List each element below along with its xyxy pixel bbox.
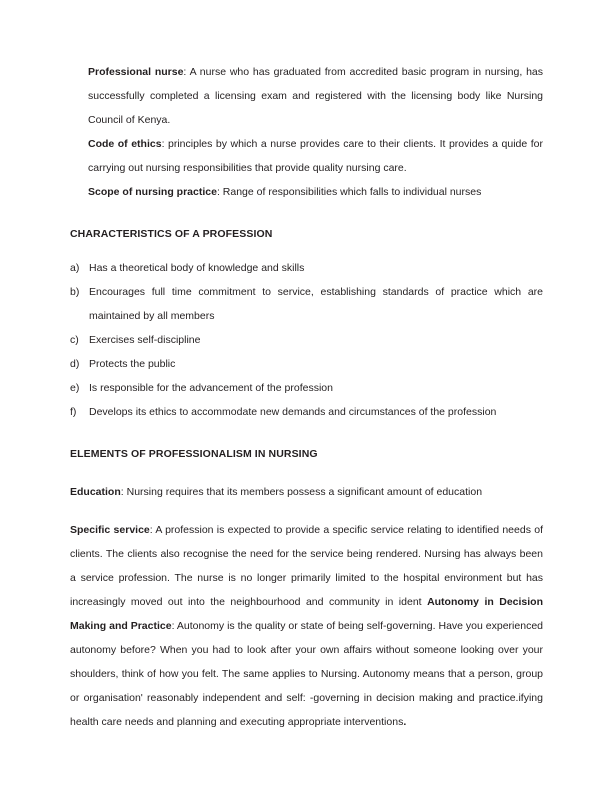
spacer [70, 424, 543, 442]
definition-separator: : [216, 186, 223, 198]
list-marker: b) [70, 286, 80, 298]
definition-scope-of-nursing-practice [88, 180, 543, 204]
list-item-text: Protects the public [89, 358, 176, 370]
characteristics-list [70, 256, 543, 424]
definition-term: Scope of nursing practice [88, 186, 217, 198]
page-content [70, 60, 543, 734]
list-marker: c) [70, 334, 79, 346]
paragraph-term-autonomy: Autonomy in Decision Making and Practice [70, 596, 544, 632]
list-item-text: Is responsible for the advancement of the profession [89, 382, 333, 394]
spacer [70, 204, 543, 222]
definition-term: Code of ethics [88, 138, 162, 150]
list-item-text: Develops its ethics to accommodate new demands and circumstances of the profession [89, 406, 497, 418]
heading-elements-of-professionalism-in-nursing: ELEMENTS OF PROFESSIONALISM IN NURSING [70, 448, 318, 460]
paragraph-final-punctuation: . [403, 716, 407, 728]
list-item [70, 352, 543, 376]
list-marker: f) [70, 406, 77, 418]
definition-text: principles by which a nurse provides care to their clients. It provides a quide for carrying out nursing responsibilities that provide quality nursing care. [88, 138, 544, 174]
spacer [70, 466, 543, 480]
definition-text: Range of responsibilities which falls to individual nurses [222, 186, 482, 198]
list-item [70, 376, 543, 400]
heading-characteristics-of-a-profession: CHARACTERISTICS OF A PROFESSION [70, 228, 273, 240]
definition-separator: : [183, 66, 190, 78]
definition-professional-nurse [88, 60, 543, 132]
paragraph-text-part2: Autonomy is the quality or state of being self-governing. Have you experienced autonomy before? When you had to look after your own affairs without someone looking over your shoulders, think of how you felt. The same applies to Nursing. Autonomy means that a person, group or organisation' reasonably independent and self: -governing in decision making and practice.ifying health care needs and planning and executing appropriate interventions [70, 620, 543, 728]
paragraph-text-part1: A profession is expected to provide a specific service relating to identified needs of clients. The clients also recognise the need for the service being rendered. Nursing has always been a service profession. The nurse is no longer primarily limited to the hospital environment but has increasingly moved out into the neighbourhood and community in ident [70, 524, 543, 608]
list-item-text: Encourages full time commitment to service, establishing standards of practice which are maintained by all members [89, 286, 543, 322]
spacer [70, 504, 543, 518]
list-item [70, 328, 543, 352]
list-item-text: Exercises self-discipline [89, 334, 201, 346]
paragraph-term: Specific service [70, 524, 150, 536]
paragraph-education [70, 480, 543, 504]
list-item-text: Has a theoretical body of knowledge and skills [89, 262, 305, 274]
paragraph-separator: : [120, 486, 127, 498]
spacer [70, 246, 543, 256]
paragraph-term: Education [70, 486, 121, 498]
paragraph-separator: : [149, 524, 156, 536]
list-marker: a) [70, 262, 80, 274]
list-marker: e) [70, 382, 80, 394]
list-item [70, 256, 543, 280]
definitions-block [88, 60, 543, 204]
paragraph-text: Nursing requires that its members possess a significant amount of education [126, 486, 483, 498]
definition-text: A nurse who has graduated from accredited basic program in nursing, has successfully completed a licensing exam and registered with the licensing body like Nursing Council of Kenya. [88, 66, 543, 126]
list-item [70, 400, 543, 424]
paragraph-separator-2: : [171, 620, 177, 632]
list-item [70, 280, 543, 328]
definition-code-of-ethics [88, 132, 543, 180]
definition-separator: : [161, 138, 169, 150]
paragraph-specific-service [70, 518, 543, 734]
definition-term: Professional nurse [88, 66, 184, 78]
list-marker: d) [70, 358, 80, 370]
